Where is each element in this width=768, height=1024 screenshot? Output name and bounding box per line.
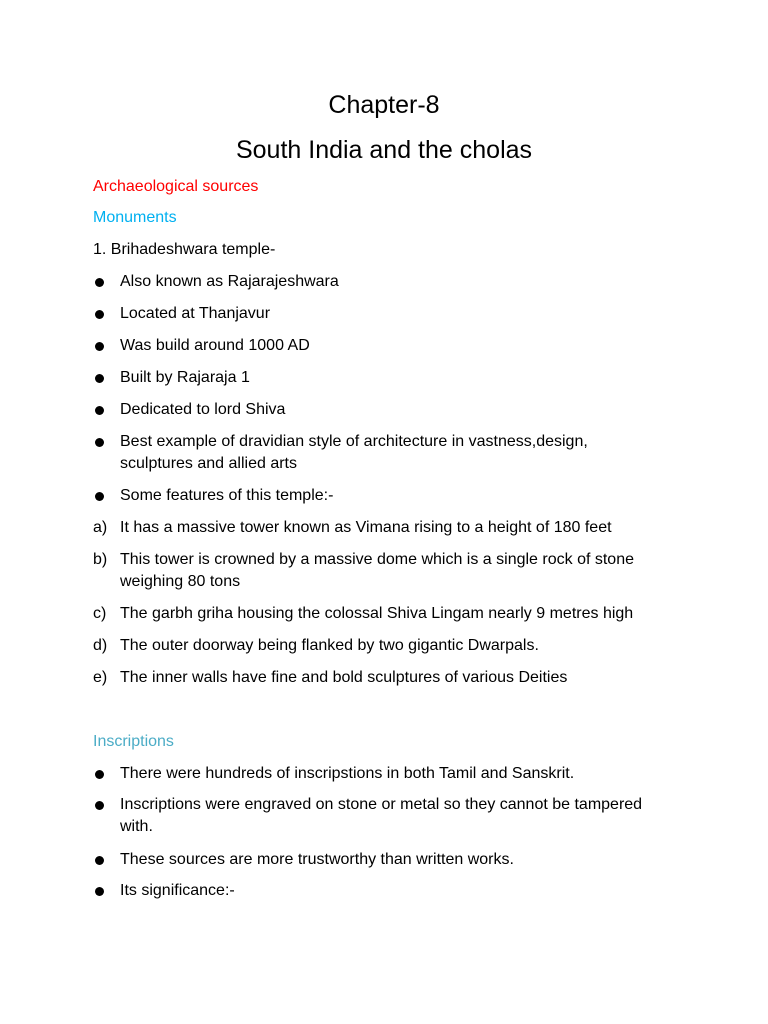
bullet-icon xyxy=(95,492,104,501)
list-item-text: Also known as Rajarajeshwara xyxy=(120,273,339,290)
bullet-icon xyxy=(95,887,104,896)
list-item-text: There were hundreds of inscripstions in both Tamil and Sanskrit. xyxy=(120,765,575,782)
list-item-text: This tower is crowned by a massive dome which is a single rock of stone weighing 80 tons xyxy=(120,551,634,590)
list-marker: e) xyxy=(93,669,108,686)
list-item-text: The inner walls have fine and bold sculptures of various Deities xyxy=(120,669,568,686)
bullet-icon xyxy=(95,374,104,383)
list-marker: d) xyxy=(93,637,108,654)
list-marker: c) xyxy=(93,605,107,622)
bullet-icon xyxy=(95,856,104,865)
monument-heading: 1. Brihadeshwara temple- xyxy=(93,241,276,258)
bullet-icon xyxy=(95,801,104,810)
list-item-text: Located at Thanjavur xyxy=(120,305,271,322)
section-heading-archaeological: Archaeological sources xyxy=(93,178,259,195)
list-item-text: Its significance:- xyxy=(120,882,235,899)
list-item-text: Some features of this temple:- xyxy=(120,487,334,504)
list-item-text: Built by Rajaraja 1 xyxy=(120,369,250,386)
bullet-icon xyxy=(95,310,104,319)
subsection-heading-inscriptions: Inscriptions xyxy=(93,733,174,750)
chapter-subtitle: South India and the cholas xyxy=(235,136,533,164)
bullet-icon xyxy=(95,342,104,351)
list-marker: b) xyxy=(93,551,108,568)
bullet-icon xyxy=(95,278,104,287)
list-item-text: These sources are more trustworthy than written works. xyxy=(120,851,514,868)
bullet-icon xyxy=(95,406,104,415)
list-item-text: Dedicated to lord Shiva xyxy=(120,401,286,418)
list-item-text: Was build around 1000 AD xyxy=(120,337,310,354)
chapter-title: Chapter-8 xyxy=(328,91,440,119)
list-item-text: The garbh griha housing the colossal Shiva Lingam nearly 9 metres high xyxy=(120,605,634,622)
subsection-heading-monuments: Monuments xyxy=(93,209,177,226)
list-item-text: Inscriptions were engraved on stone or metal so they cannot be tampered with. xyxy=(120,796,643,835)
list-item-text: Best example of dravidian style of architecture in vastness,design, sculptures and allied arts xyxy=(120,433,588,472)
list-item-text: It has a massive tower known as Vimana rising to a height of 180 feet xyxy=(120,519,612,536)
list-marker: a) xyxy=(93,519,108,536)
bullet-icon xyxy=(95,770,104,779)
list-item-text: The outer doorway being flanked by two gigantic Dwarpals. xyxy=(120,637,539,654)
bullet-icon xyxy=(95,438,104,447)
